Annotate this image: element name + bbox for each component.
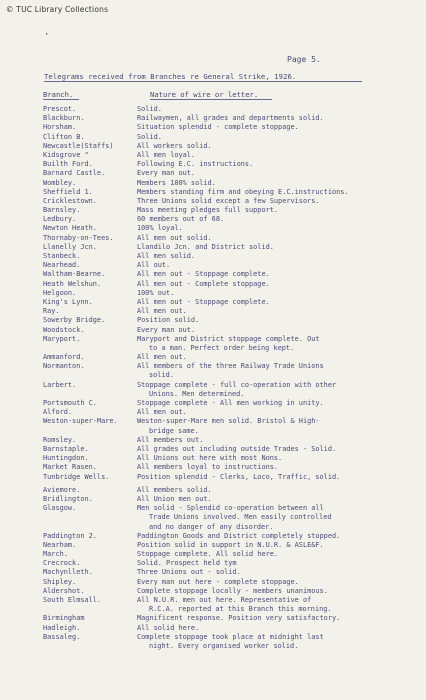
telegram-row xyxy=(0,550,426,559)
telegram-row xyxy=(0,224,426,233)
branch-name: Ray. xyxy=(43,307,60,316)
telegram-row xyxy=(0,316,426,325)
message-continuation: night. Every organised worker solid. xyxy=(149,641,299,650)
telegram-row xyxy=(0,206,426,215)
telegram-row xyxy=(0,624,426,633)
telegram-row xyxy=(0,353,426,362)
header-nature: Nature of wire or letter. xyxy=(150,90,259,99)
message-text: Solid. Prospect held tym xyxy=(137,559,237,568)
telegram-row xyxy=(0,169,426,178)
telegram-row xyxy=(0,532,426,541)
branch-name: Aviemore. xyxy=(43,485,81,494)
message-continuation: bridge same. xyxy=(149,426,199,435)
message-text: Men solid - Splendid co-operation between all xyxy=(137,504,324,513)
message-text: All men out - Complete stoppage. xyxy=(137,279,270,288)
telegram-row xyxy=(0,436,426,445)
header-branch-underline xyxy=(43,99,79,100)
message-text: All men out - Stoppage complete. xyxy=(137,270,270,279)
stray-mark: · xyxy=(44,30,50,40)
header-branch: Branch. xyxy=(43,90,74,99)
telegram-row xyxy=(0,151,426,160)
branch-name: Newton Heath. xyxy=(43,224,97,233)
branch-name: Nearham. xyxy=(43,540,77,549)
telegram-row xyxy=(0,568,426,577)
branch-name: Barnstaple. xyxy=(43,445,89,453)
branch-name: Prescot. xyxy=(43,105,77,113)
telegram-row xyxy=(0,261,426,270)
message-text: Complete stoppage took place at midnight last xyxy=(137,632,324,641)
branch-name: Barnard Castle. xyxy=(43,169,106,178)
message-text: Magnificent response. Position very satisfactory. xyxy=(137,614,341,623)
telegram-row xyxy=(0,362,426,380)
message-text: All workers solid. xyxy=(137,141,212,150)
branch-name: Huntingdon. xyxy=(43,454,89,463)
telegram-row xyxy=(0,559,426,568)
branch-name: Llanelly Jcn. xyxy=(43,242,97,251)
telegram-row xyxy=(0,504,426,532)
telegram-row xyxy=(0,298,426,307)
telegram-row xyxy=(0,280,426,289)
branch-name: Kidsgrove " xyxy=(43,150,89,159)
telegram-list xyxy=(0,105,426,651)
message-text: All N.U.R. men out here. Representative of xyxy=(137,596,312,605)
message-text: Three Unions out - solid. xyxy=(137,568,241,577)
branch-name: Cricklestown. xyxy=(43,196,97,205)
branch-name: Heath Welshun. xyxy=(43,279,102,288)
branch-name: Ledbury. xyxy=(43,215,77,224)
message-text: Following E.C. instructions. xyxy=(137,160,254,169)
branch-name: Woodstock. xyxy=(43,325,85,334)
branch-name: Newcastle(Staffs) xyxy=(43,141,114,150)
message-text: Members standing firm and obeying E.C.instructions. xyxy=(137,187,349,196)
telegram-row xyxy=(0,123,426,132)
branch-name: March. xyxy=(43,550,68,559)
branch-name: Romsley. xyxy=(43,435,77,444)
branch-name: Birmingham xyxy=(43,614,85,623)
message-continuation: Unions. Men determined. xyxy=(149,389,245,398)
telegram-row xyxy=(0,473,426,482)
message-text: All members solid. xyxy=(137,485,212,494)
message-continuation: R.C.A. reported at this Branch this morning. xyxy=(149,605,332,614)
telegram-row xyxy=(0,578,426,587)
telegram-row xyxy=(0,541,426,550)
telegram-row xyxy=(0,215,426,224)
message-text: Stoppage complete - All men working in unity. xyxy=(137,399,324,408)
message-text: Weston-super-Mare men solid. Bristol & High- xyxy=(137,417,320,426)
telegram-row xyxy=(0,596,426,614)
branch-name: Helgoon. xyxy=(43,288,77,297)
branch-name: Normanton. xyxy=(43,362,85,371)
message-text: Llandilo Jcn. and District solid. xyxy=(137,242,274,251)
branch-name: Portsmouth C. xyxy=(43,399,97,408)
branch-name: Clifton B. xyxy=(43,132,85,141)
message-text: All men solid. xyxy=(137,252,196,260)
telegram-row xyxy=(0,289,426,298)
message-continuation: to a man. Perfect order being kept. xyxy=(149,343,295,352)
message-text: Every man out here - complete stoppage. xyxy=(137,577,299,586)
telegram-row xyxy=(0,105,426,114)
message-text: Solid. xyxy=(137,105,162,113)
branch-name: Glasgow. xyxy=(43,504,77,513)
title-underline xyxy=(44,81,362,82)
message-text: All Union men out. xyxy=(137,494,212,503)
branch-name: Weston-super-Mare. xyxy=(43,417,118,426)
branch-name: Alford. xyxy=(43,408,73,417)
telegram-row xyxy=(0,614,426,623)
telegram-row xyxy=(0,335,426,353)
message-text: Position solid. xyxy=(137,316,200,325)
telegram-row xyxy=(0,188,426,197)
telegram-row xyxy=(0,179,426,188)
branch-name: Ammanford. xyxy=(43,353,85,362)
message-text: All solid here. xyxy=(137,623,200,632)
telegram-row xyxy=(0,326,426,335)
branch-name: Sowerby Bridge. xyxy=(43,316,106,325)
copyright-notice: © TUC Library Collections xyxy=(6,5,109,14)
message-text: Stoppage complete - full co-operation with other xyxy=(137,380,337,389)
branch-name: Waltham-Bearne. xyxy=(43,270,106,279)
telegram-row xyxy=(0,252,426,261)
telegram-row xyxy=(0,587,426,596)
message-text: Situation splendid - complete stoppage. xyxy=(137,123,299,132)
message-text: Complete stoppage locally - members unanimous. xyxy=(137,586,328,595)
telegram-row xyxy=(0,234,426,243)
branch-name: Bridlington. xyxy=(43,494,93,503)
message-text: Solid. xyxy=(137,132,162,141)
telegram-row xyxy=(0,486,426,495)
branch-name: Horsham. xyxy=(43,123,77,132)
telegram-row xyxy=(0,381,426,399)
message-text: 100% out. xyxy=(137,288,175,297)
branch-name: Tunbridge Wells. xyxy=(43,472,110,481)
branch-name: Crecrock. xyxy=(43,559,81,568)
branch-name: Blackburn. xyxy=(43,114,85,123)
message-text: Stoppage complete. All solid here. xyxy=(137,550,279,559)
message-text: Paddington Goods and District completely stopped. xyxy=(137,531,341,540)
message-text: All out. xyxy=(137,261,171,270)
message-text: Members 100% solid. xyxy=(137,178,216,187)
message-text: Position splendid - Clerks, Loco, Traffic, solid. xyxy=(137,472,341,481)
telegram-row xyxy=(0,445,426,454)
telegram-row xyxy=(0,114,426,123)
message-text: Position solid in support in N.U.R. & ASLE&F. xyxy=(137,540,324,549)
message-text: All men out. xyxy=(137,408,187,417)
branch-name: South Elmsall. xyxy=(43,596,102,605)
branch-name: Machynlleth. xyxy=(43,568,93,577)
branch-name: Builth Ford. xyxy=(43,160,93,169)
message-text: All members loyal to instructions. xyxy=(137,463,279,472)
header-nature-underline xyxy=(150,99,272,100)
message-text: Every man out. xyxy=(137,169,196,178)
telegram-row xyxy=(0,408,426,417)
telegram-row xyxy=(0,307,426,316)
message-text: All men out. xyxy=(137,307,187,316)
branch-name: Nearhead. xyxy=(43,261,81,270)
message-text: All grades out including outside Trades - Solid. xyxy=(137,445,337,453)
branch-name: Bassaleg. xyxy=(43,632,81,641)
branch-name: Stanbeck. xyxy=(43,252,81,260)
telegram-row xyxy=(0,454,426,463)
branch-name: Paddington 2. xyxy=(43,531,97,540)
message-text: Railwaymen, all grades and departments solid. xyxy=(137,114,324,123)
telegram-row xyxy=(0,160,426,169)
branch-name: Larbert. xyxy=(43,380,77,389)
telegram-row xyxy=(0,417,426,435)
telegram-row xyxy=(0,495,426,504)
telegram-row xyxy=(0,243,426,252)
message-continuation: Trade Unions involved. Men easily controlled xyxy=(149,513,332,522)
branch-name: Barnsley. xyxy=(43,206,81,215)
message-text: All men out solid. xyxy=(137,233,212,242)
branch-name: Hadleigh. xyxy=(43,623,81,632)
branch-name: Market Rasen. xyxy=(43,463,97,472)
telegram-row xyxy=(0,133,426,142)
branch-name: Thornaby-on-Tees. xyxy=(43,233,114,242)
message-text: 60 members out of 68. xyxy=(137,215,225,224)
message-text: All men loyal. xyxy=(137,150,196,159)
branch-name: Shipley. xyxy=(43,577,77,586)
branch-name: Maryport. xyxy=(43,334,81,343)
telegram-row xyxy=(0,197,426,206)
branch-name: King's Lynn. xyxy=(43,297,93,306)
branch-name: Aldershot. xyxy=(43,586,85,595)
telegram-row xyxy=(0,463,426,472)
message-text: Every man out. xyxy=(137,325,196,334)
document-title: Telegrams received from Branches re General Strike, 1926. xyxy=(44,72,297,81)
branch-name: Wombley. xyxy=(43,178,77,187)
telegram-row xyxy=(0,399,426,408)
message-continuation: and no danger of any disorder. xyxy=(149,522,274,531)
message-text: All members out. xyxy=(137,435,204,444)
telegram-row xyxy=(0,142,426,151)
message-continuation: solid. xyxy=(149,371,174,380)
message-text: All men out - Stoppage complete. xyxy=(137,297,270,306)
message-text: Maryport and District stoppage complete. Out xyxy=(137,334,320,343)
message-text: All members of the three Railway Trade Unions xyxy=(137,362,324,371)
page-number: Page 5. xyxy=(287,55,321,64)
message-text: All men out. xyxy=(137,353,187,362)
telegram-row xyxy=(0,633,426,651)
telegram-row xyxy=(0,270,426,279)
message-text: Three Unions solid except a few Supervisors. xyxy=(137,196,320,205)
message-text: 100% loyal. xyxy=(137,224,183,233)
branch-name: Sheffield 1. xyxy=(43,187,93,196)
message-text: Mass meeting pledges full support. xyxy=(137,206,279,215)
message-text: All Unions out here with most Nons. xyxy=(137,454,283,463)
